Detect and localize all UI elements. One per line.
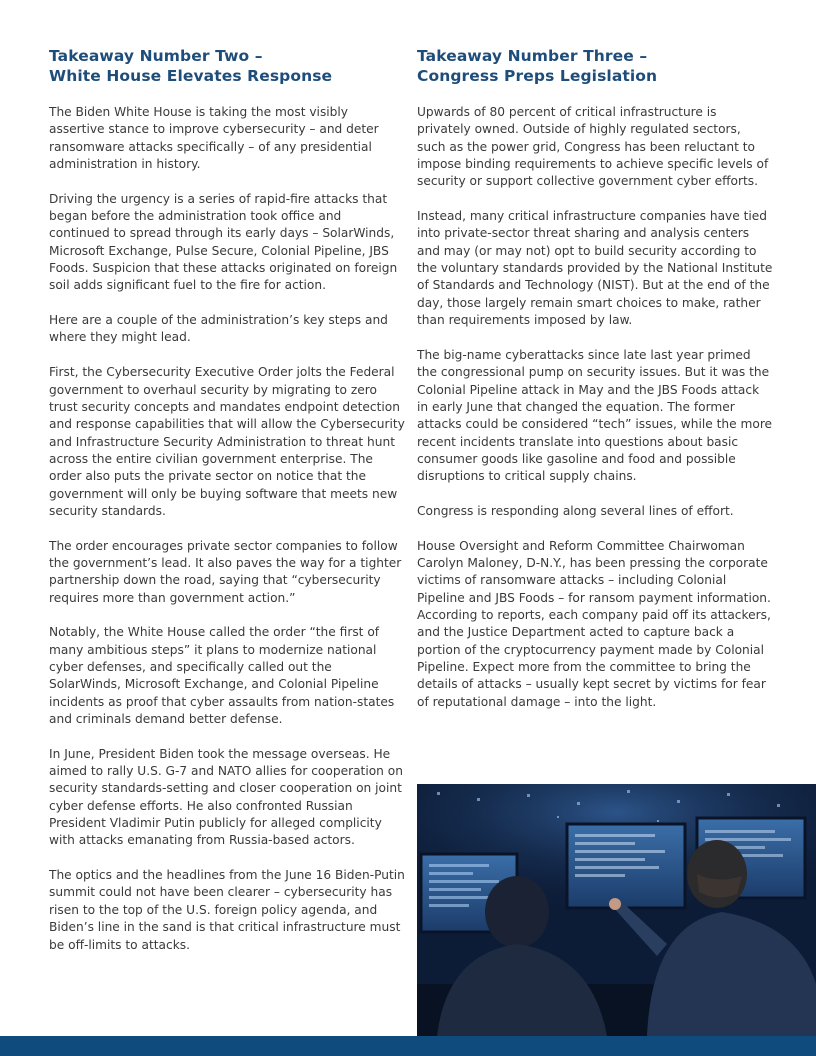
right-paragraph: Instead, many critical infrastructure companies have tied into private-sector threat sharing and analysis centers and may (or may not) opt to build security according to the voluntary standards provided by the National Institute of Standards and Technology (NIST). But at the end of the day, those largely remain smart choices to make, rather than requirements imposed by law. [417, 209, 773, 328]
left-paragraph: Here are a couple of the administration’s key steps and where they might lead. [49, 313, 388, 345]
right-paragraph: Congress is responding along several lines of effort. [417, 503, 734, 518]
right-heading-line-2: Congress Preps Legislation [417, 67, 658, 85]
right-paragraph: House Oversight and Reform Committee Chairwoman Carolyn Maloney, D-N.Y., has been pressing the corporate victims of ransomware attacks – including Colonial Pipeline and JBS Foods – for ransom payment information. According to reports, each company paid off its attackers, and the Justice Department acted to capture back a portion of the cryptocurrency payment made by Colonial Pipeline. Expect more from the committee to bring the details of attacks – usually kept secret by victims for fear of reputational damage – into the light. [417, 538, 771, 709]
right-heading-line-1: Takeaway Number Three – [417, 47, 648, 65]
left-paragraph: First, the Cybersecurity Executive Order jolts the Federal government to overhaul security by migrating to zero trust security concepts and mandates endpoint detection and response capabilities that will allow the Cybersecurity and Infrastructure Security Administration to threat hunt across the entire civilian government enterprise. The order also puts the private sector on notice that the government will only be buying software that meets new security standards. [49, 365, 405, 518]
right-paragraph: The big-name cyberattacks since late last year primed the congressional pump on security issues. But it was the Colonial Pipeline attack in May and the JBS Foods attack in early June that changed the equation. The former attacks could be considered “tech” issues, while the more recent incidents translate into questions about basic consumer goods like gasoline and food and possible disruptions to critical supply chains. [417, 347, 773, 484]
footer-bar [0, 1036, 816, 1056]
left-paragraph: The order encourages private sector companies to follow the government’s lead. It also paves the way for a tighter partnership down the road, saying that “cybersecurity requires more than government action.” [49, 538, 402, 605]
security-operations-photo [417, 784, 816, 1036]
left-paragraph: The optics and the headlines from the June 16 Biden-Putin summit could not have been clearer – cybersecurity has risen to the top of the U.S. foreign policy agenda, and Biden’s line in the sand is that critical infrastructure must be off-limits to attacks. [49, 868, 405, 952]
left-heading [49, 46, 405, 86]
left-heading-line-2: White House Elevates Response [49, 67, 333, 85]
left-column [49, 46, 405, 954]
right-heading [417, 46, 773, 86]
left-paragraph: The Biden White House is taking the most visibly assertive stance to improve cybersecurity – and deter ransomware attacks specifically – of any presidential administration in history. [49, 105, 379, 172]
right-paragraph: Upwards of 80 percent of critical infrastructure is privately owned. Outside of highly regulated sectors, such as the power grid, Congress has been reluctant to impose binding requirements to achieve specific levels of security or support collective government cyber efforts. [417, 105, 769, 189]
left-paragraph: Driving the urgency is a series of rapid-fire attacks that began before the administration took office and continued to spread through its early days – SolarWinds, Microsoft Exchange, Pulse Secure, Colonial Pipeline, JBS Foods. Suspicion that these attacks originated on foreign soil adds significant fuel to the fire for action. [49, 191, 398, 293]
left-paragraph: Notably, the White House called the order “the first of many ambitious steps” it plans to modernize national cyber defenses, and specifically called out the SolarWinds, Microsoft Exchange, and Colonial Pipeline incidents as proof that cyber assaults from nation-states and criminals demand better defense. [49, 625, 395, 727]
left-paragraph: In June, President Biden took the message overseas. He aimed to rally U.S. G-7 and NATO allies for cooperation on security standards-setting and closer cooperation on joint cyber defense efforts. He also confronted Russian President Vladimir Putin publicly for alleged complicity with attacks emanating from Russia-based actors. [49, 746, 403, 848]
photo-illustration [417, 784, 816, 1036]
left-heading-line-1: Takeaway Number Two – [49, 47, 263, 65]
right-column [417, 46, 773, 711]
